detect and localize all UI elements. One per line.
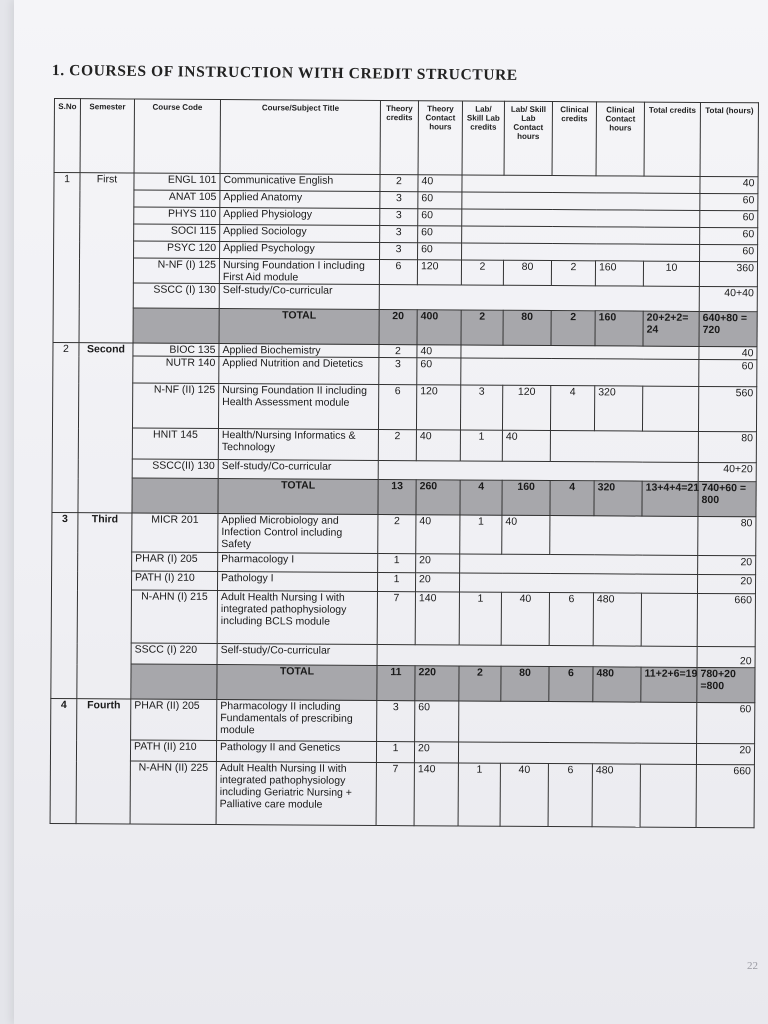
total-label: TOTAL	[218, 479, 378, 515]
lab-hours: 40	[501, 592, 549, 645]
total-hours: 60	[700, 227, 758, 244]
clinical-credits: 2	[551, 311, 595, 346]
page-number: 22	[747, 960, 758, 972]
total-hours: 660	[696, 764, 754, 827]
course-title: Pharmacology I	[218, 553, 378, 573]
total-label: TOTAL	[217, 665, 377, 701]
clinical-hours: 480	[592, 764, 640, 827]
sno-cell: 1	[53, 173, 80, 343]
col-header-total-hours: Total (hours)	[700, 102, 758, 176]
theory-credits: 3	[377, 700, 415, 741]
course-code: SSCC (I) 220	[131, 643, 217, 665]
theory-credits: 2	[378, 514, 416, 553]
clinical-hours: 320	[594, 481, 642, 516]
lab-hours: 40	[502, 430, 550, 461]
course-title: Applied Nutrition and Dietetics	[219, 357, 379, 385]
theory-hours: 40	[417, 345, 461, 358]
theory-hours: 260	[416, 480, 460, 515]
lab-hours: 80	[501, 666, 549, 701]
course-title: Pathology II and Genetics	[216, 741, 376, 763]
theory-hours: 20	[415, 573, 459, 592]
theory-hours: 40	[416, 515, 460, 554]
col-header-semester: Semester	[80, 99, 134, 173]
theory-credits: 13	[378, 479, 416, 514]
theory-hours: 60	[418, 226, 462, 243]
theory-hours: 60	[418, 192, 462, 209]
course-title: Health/Nursing Informatics & Technology	[218, 429, 378, 461]
sno-cell: 3	[51, 512, 78, 698]
clinical-credits: 6	[549, 667, 593, 702]
course-table-wrapper	[50, 98, 758, 828]
clinical-credits: 6	[548, 764, 592, 827]
course-title: Adult Health Nursing II with integrated pathophysiology including Geriatric Nursing + Palliative care module	[216, 762, 376, 826]
course-title: Self-study/Co-curricular	[218, 460, 378, 480]
course-title: Self-study/Co-curricular	[217, 644, 377, 666]
sno-cell: 4	[50, 698, 77, 823]
course-code: SSCC(II) 130	[132, 459, 218, 479]
total-hours: 60	[700, 193, 758, 210]
course-code: ENGL 101	[134, 173, 220, 191]
theory-credits: 2	[379, 344, 417, 357]
course-code: MICR 201	[132, 513, 218, 553]
lab-credits: 2	[461, 260, 503, 285]
clinical-hours: 480	[593, 593, 641, 646]
lab-hours: 160	[502, 480, 550, 515]
total-row	[51, 663, 755, 702]
course-title: Applied Anatomy	[220, 191, 380, 209]
theory-credits: 20	[379, 309, 417, 344]
total-credits: 13+4+4=21	[642, 481, 698, 516]
theory-credits: 3	[380, 242, 418, 259]
theory-credits: 2	[380, 174, 418, 191]
theory-hours: 400	[417, 310, 461, 345]
total-hours: 640+80 = 720	[699, 311, 757, 346]
theory-credits: 3	[380, 208, 418, 225]
col-header-theory-hours: Theory Contact hours	[418, 101, 462, 175]
col-header-total-credits: Total credits	[644, 102, 700, 176]
course-title: Applied Psychology	[220, 242, 380, 260]
total-hours: 40	[699, 346, 757, 359]
lab-hours: 80	[503, 260, 551, 285]
total-hours: 80	[698, 431, 756, 462]
course-title: Nursing Foundation II including Health Assessment module	[218, 384, 378, 430]
course-code: N-NF (I) 125	[133, 258, 219, 284]
total-hours: 60	[697, 702, 755, 743]
clinical-hours: 160	[595, 261, 643, 286]
course-code: NUTR 140	[133, 356, 219, 384]
lab-hours: 120	[502, 385, 550, 430]
total-hours: 80	[698, 516, 756, 555]
total-hours: 20	[697, 646, 755, 667]
semester-cell: Fourth	[76, 699, 131, 824]
col-header-clinical-credits: Clinical credits	[552, 102, 596, 176]
table-row	[53, 355, 757, 386]
table-row	[52, 427, 756, 462]
course-code: PATH (II) 210	[130, 740, 216, 762]
total-hours: 20	[696, 743, 754, 764]
lab-credits: 1	[460, 430, 502, 461]
table-row	[50, 760, 754, 827]
theory-credits: 1	[376, 741, 414, 762]
header-row	[54, 99, 758, 177]
course-code: ANAT 105	[134, 190, 220, 208]
col-header-sno: S.No	[54, 99, 80, 173]
theory-hours: 60	[418, 243, 462, 260]
lab-credits: 1	[458, 763, 500, 826]
course-title: Applied Sociology	[220, 225, 380, 243]
course-title: Pathology I	[217, 572, 377, 592]
course-title: Pharmacology II including Fundamentals of prescribing module	[217, 700, 377, 742]
col-header-lab-hours: Lab/ Skill Lab Contact hours	[504, 101, 552, 175]
theory-hours: 60	[415, 701, 459, 742]
course-code: PATH (I) 210	[131, 571, 217, 591]
theory-credits: 2	[378, 429, 416, 460]
clinical-credits: 4	[550, 481, 594, 516]
course-code: PHYS 110	[134, 207, 220, 225]
course-title: Self-study/Co-curricular	[219, 284, 379, 310]
theory-credits: 11	[377, 665, 415, 700]
lab-credits: 2	[459, 666, 501, 701]
total-hours: 60	[700, 210, 758, 227]
lab-credits: 3	[460, 385, 502, 430]
total-hours: 20	[697, 574, 755, 593]
sno-cell: 2	[52, 342, 79, 512]
col-header-course-title: Course/Subject Title	[220, 100, 380, 175]
table-row	[52, 382, 756, 431]
total-hours: 60	[700, 244, 758, 261]
clinical-hours: 160	[595, 311, 643, 346]
total-hours: 660	[697, 593, 755, 646]
lab-credits: 1	[460, 515, 502, 554]
theory-hours: 40	[418, 175, 462, 192]
col-header-lab-credits: Lab/ Skill Lab credits	[462, 101, 504, 175]
theory-hours: 140	[415, 592, 459, 645]
col-header-theory-credits: Theory credits	[380, 100, 418, 174]
total-hours: 780+20 =800	[697, 667, 755, 702]
clinical-hours: 480	[593, 667, 641, 702]
total-row	[53, 307, 757, 346]
page-heading: 1. COURSES OF INSTRUCTION WITH CREDIT STRUCTURE	[51, 62, 518, 84]
theory-hours: 60	[417, 358, 461, 385]
clinical-credits: 2	[551, 261, 595, 286]
total-credits: 10	[643, 261, 699, 286]
table-row	[51, 589, 755, 646]
course-code: BIOC 135	[133, 343, 219, 357]
theory-credits: 3	[380, 225, 418, 242]
course-title: Applied Microbiology and Infection Control including Safety	[218, 514, 378, 554]
lab-hours: 80	[503, 310, 551, 345]
course-title: Nursing Foundation I including First Aid module	[219, 259, 379, 285]
lab-credits: 4	[460, 480, 502, 515]
total-label: TOTAL	[219, 309, 379, 345]
theory-hours: 20	[414, 742, 458, 763]
lab-credits: 2	[461, 310, 503, 345]
theory-credits: 6	[378, 384, 416, 429]
theory-credits: 1	[378, 553, 416, 572]
theory-hours: 120	[416, 385, 460, 430]
semester-cell: First	[79, 173, 134, 343]
semester-cell: Second	[78, 343, 133, 513]
theory-credits: 7	[377, 591, 415, 644]
total-hours: 560	[698, 386, 756, 431]
course-code: PHAR (I) 205	[132, 552, 218, 572]
course-code: SSCC (I) 130	[133, 283, 219, 309]
course-title: Communicative English	[220, 174, 380, 192]
course-code: N-AHN (I) 215	[131, 590, 217, 644]
semester-cell: Third	[77, 513, 132, 699]
course-code: PSYC 120	[134, 241, 220, 259]
total-hours: 20	[698, 555, 756, 574]
course-code: PHAR (II) 205	[131, 699, 217, 741]
clinical-credits: 4	[550, 386, 594, 431]
course-title: Applied Physiology	[220, 208, 380, 226]
theory-credits: 1	[377, 572, 415, 591]
lab-hours: 40	[500, 763, 548, 826]
total-hours: 40+20	[698, 462, 756, 481]
col-header-course-code: Course Code	[134, 99, 220, 174]
table-row	[52, 512, 756, 555]
theory-hours: 120	[417, 260, 461, 285]
course-code: N-NF (II) 125	[132, 383, 218, 429]
theory-hours: 220	[415, 666, 459, 701]
clinical-hours: 320	[594, 386, 642, 431]
total-hours: 360	[699, 261, 757, 286]
total-credits: 20+2+2= 24	[643, 311, 699, 346]
theory-credits: 6	[379, 259, 417, 284]
total-hours: 60	[699, 359, 757, 386]
theory-credits: 7	[376, 762, 414, 825]
course-title: Applied Biochemistry	[219, 344, 379, 358]
lab-credits: 1	[459, 592, 501, 645]
theory-hours: 60	[418, 209, 462, 226]
total-hours: 40+40	[699, 286, 757, 311]
course-code: HNIT 145	[132, 428, 218, 460]
total-hours: 740+60 = 800	[698, 481, 756, 516]
theory-hours: 140	[414, 763, 458, 826]
theory-hours: 20	[416, 554, 460, 573]
total-credits: 11+2+6=19	[641, 667, 697, 702]
clinical-credits: 6	[549, 593, 593, 646]
course-credit-table	[50, 98, 759, 828]
course-code: SOCI 115	[134, 224, 220, 242]
table-row	[51, 698, 755, 743]
theory-credits: 3	[379, 357, 417, 384]
course-title: Adult Health Nursing I with integrated pathophysiology including BCLS module	[217, 591, 377, 645]
theory-credits: 3	[380, 191, 418, 208]
theory-hours: 40	[416, 430, 460, 461]
course-code: N-AHN (II) 225	[130, 761, 216, 825]
total-row	[52, 477, 756, 516]
lab-hours: 40	[502, 515, 550, 554]
col-header-clinical-hours: Clinical Contact hours	[596, 102, 644, 176]
total-hours: 40	[700, 176, 758, 193]
